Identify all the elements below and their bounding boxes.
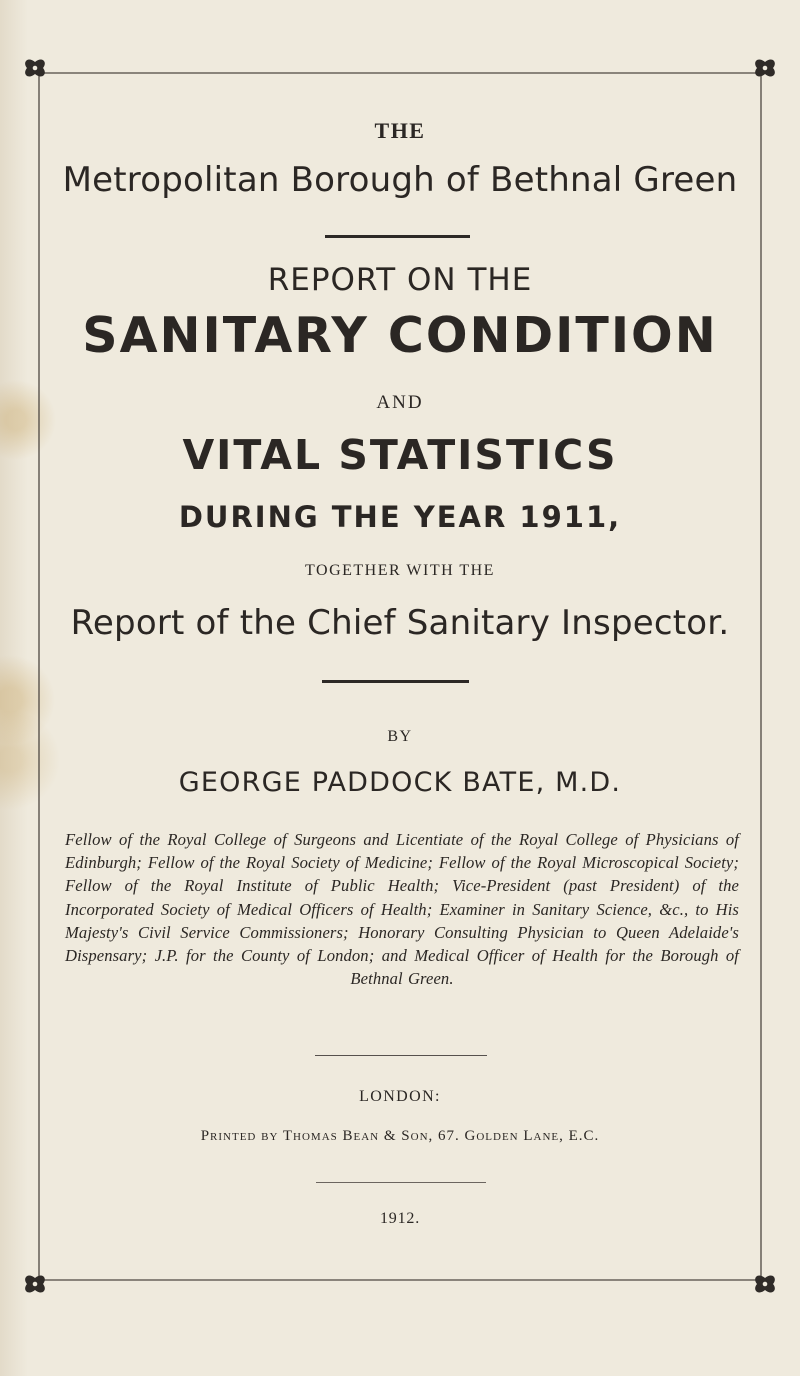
corner-ornament-bottom-left-icon (25, 1276, 45, 1293)
place-of-publication: LONDON: (359, 1088, 441, 1105)
corner-ornament-top-left-icon (25, 60, 45, 77)
borough-title: Metropolitan Borough of Bethnal Green (62, 160, 738, 200)
by-label: BY (387, 728, 413, 745)
heading-the: THE (374, 118, 426, 143)
publisher-divider (315, 1055, 487, 1056)
corner-ornament-bottom-right-icon (755, 1276, 775, 1293)
author-credentials: Fellow of the Royal College of Surgeons and Licentiate of the Royal College of Physicians of Edinburgh; Fellow of the Royal Society of Medicine; Fellow of the Royal Microscopical Society; Fellow of the Royal Institute of Public Health; Vice-President (past President) of the Incorporated Society of Medical Officers of Health; Examiner in Sanitary Science, &c., to His Majesty's Civil Service Commissioners; Honorary Consulting Physician to Queen Adelaide's Dispensary; J.P. for the County of London; and Medical Officer of Health for the Borough of Bethnal Green. (65, 830, 739, 989)
vital-statistics-title: VITAL STATISTICS (182, 431, 618, 479)
corner-ornament-top-right-icon (755, 60, 775, 77)
sanitary-condition-title: SANITARY CONDITION (82, 307, 718, 364)
title-divider (325, 235, 470, 238)
report-year: DURING THE YEAR 1911, (178, 500, 622, 534)
publication-year: 1912. (380, 1210, 420, 1227)
and-connector: AND (376, 392, 424, 413)
printer-imprint: Printed by Thomas Bean & Son, 67. Golden Lane, E.C. (200, 1128, 600, 1144)
author-divider (322, 680, 469, 683)
year-divider (316, 1182, 486, 1183)
report-subtitle: REPORT ON THE (267, 262, 533, 298)
author-name: GEORGE PADDOCK BATE, M.D. (178, 767, 622, 798)
chief-inspector-report-title: Report of the Chief Sanitary Inspector. (70, 603, 730, 643)
together-with-label: TOGETHER WITH THE (305, 562, 495, 579)
